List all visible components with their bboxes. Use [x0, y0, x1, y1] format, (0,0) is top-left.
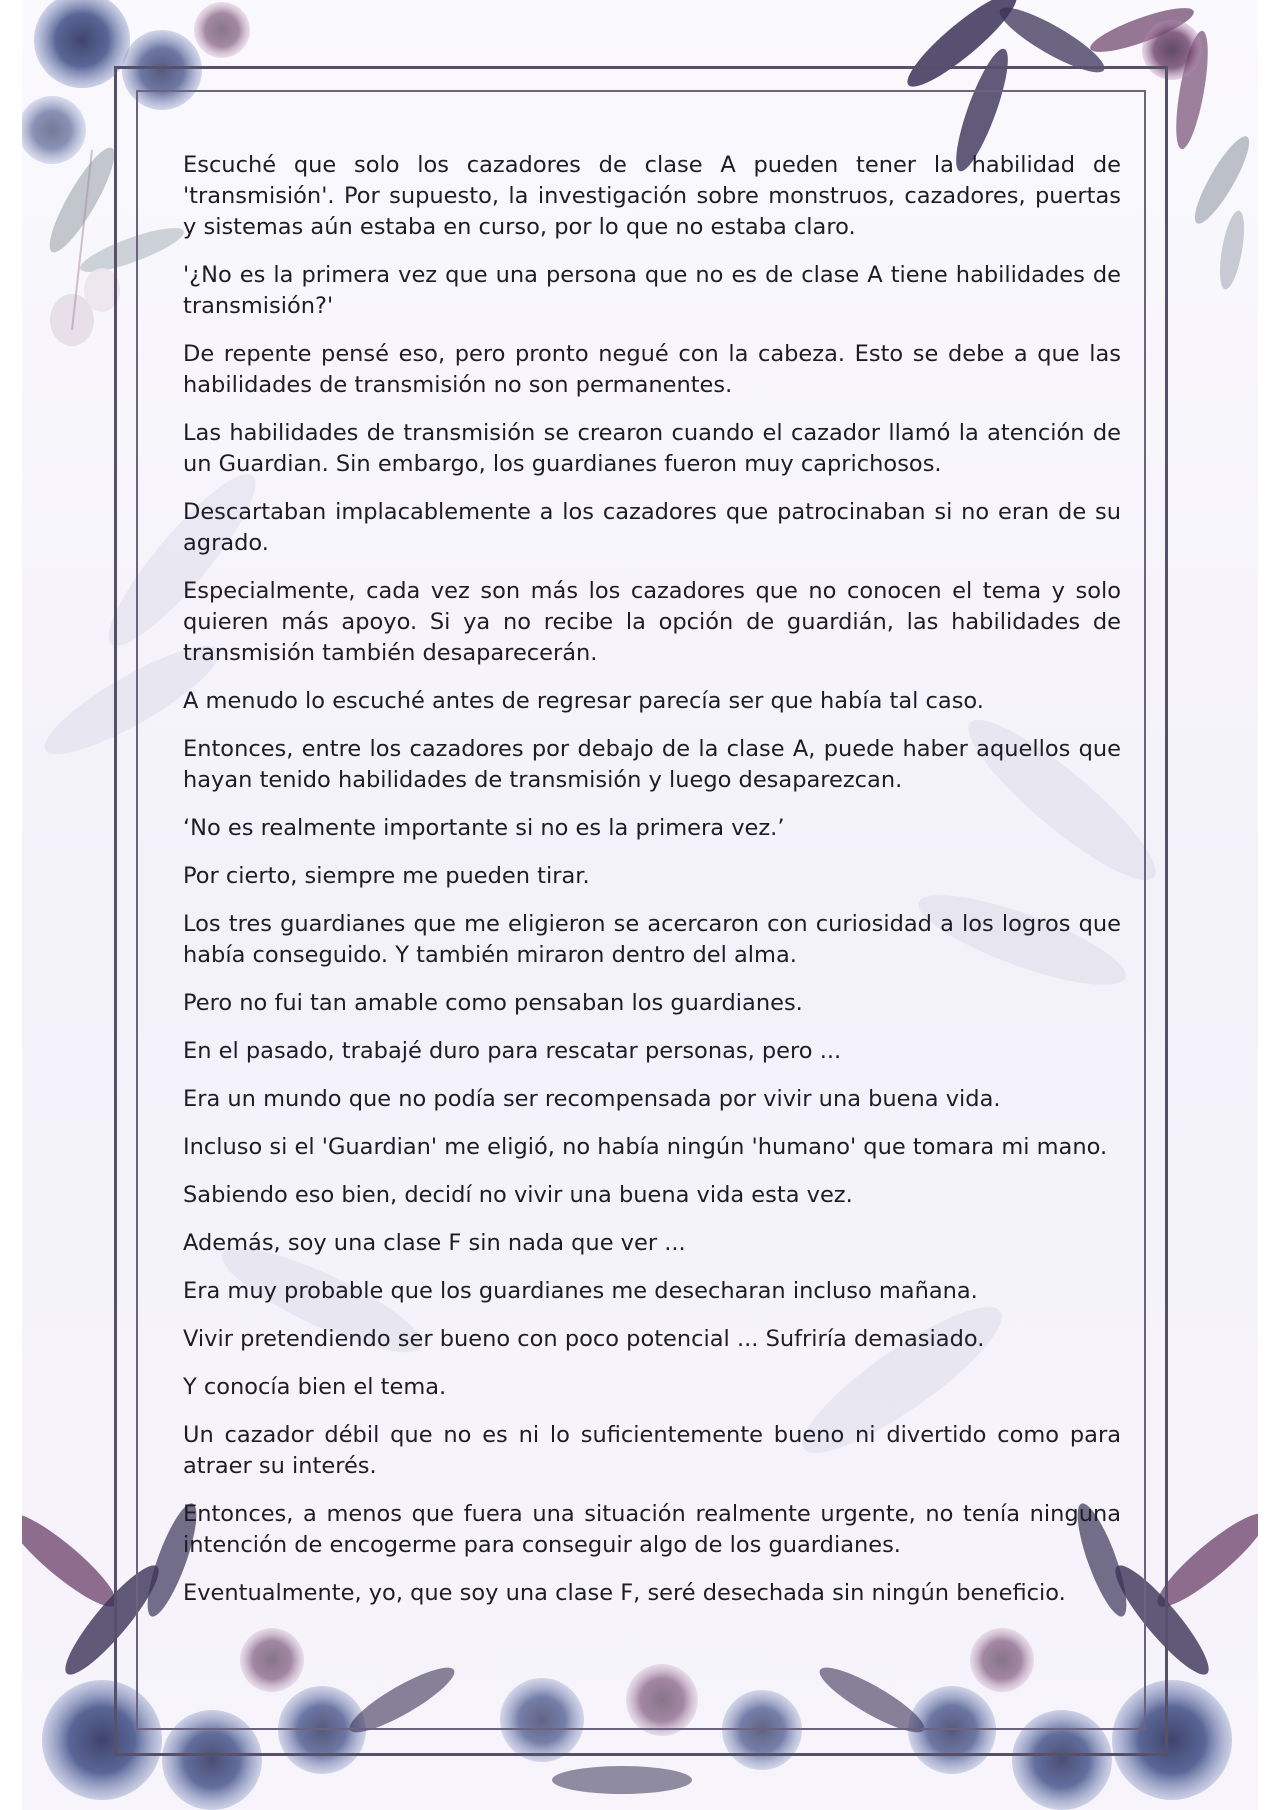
paragraph: Pero no fui tan amable como pensaban los guardianes. — [183, 990, 803, 1016]
paragraph: Además, soy una clase F sin nada que ver ... — [183, 1230, 686, 1256]
paragraph: A menudo lo escuché antes de regresar parecía ser que había tal caso. — [183, 688, 984, 714]
body-text — [183, 150, 1121, 1626]
paragraph: ‘No es realmente importante si no es la primera vez.’ — [183, 815, 785, 841]
paragraph: Un cazador débil que no es ni lo suficientemente bueno ni divertido como para atraer su interés. — [183, 1422, 1121, 1479]
paragraph: En el pasado, trabajé duro para rescatar personas, pero ... — [183, 1038, 842, 1064]
paragraph: Entonces, entre los cazadores por debajo de la clase A, puede haber aquellos que hayan tenido habilidades de transmisión y luego desaparezcan. — [183, 736, 1121, 793]
paragraph: Eventualmente, yo, que soy una clase F, seré desechada sin ningún beneficio. — [183, 1580, 1066, 1606]
paragraph: De repente pensé eso, pero pronto negué con la cabeza. Esto se debe a que las habilidades de transmisión no son permanentes. — [183, 341, 1121, 398]
paragraph: Por cierto, siempre me pueden tirar. — [183, 863, 590, 889]
paragraph: Vivir pretendiendo ser bueno con poco potencial ... Sufriría demasiado. — [183, 1326, 985, 1352]
paragraph: Incluso si el 'Guardian' me eligió, no había ningún 'humano' que tomara mi mano. — [183, 1134, 1108, 1160]
paragraph: Sabiendo eso bien, decidí no vivir una buena vida esta vez. — [183, 1182, 853, 1208]
paragraph: Las habilidades de transmisión se crearon cuando el cazador llamó la atención de un Guardian. Sin embargo, los guardianes fueron muy caprichosos. — [183, 420, 1121, 477]
paragraph: Era muy probable que los guardianes me desecharan incluso mañana. — [183, 1278, 978, 1304]
paragraph: Escuché que solo los cazadores de clase A pueden tener la habilidad de 'transmisión'. Por supuesto, la investigación sobre monstruos, cazadores, puertas y sistemas aún estaba en curso, por lo que no estaba claro. — [183, 152, 1121, 240]
paragraph: Descartaban implacablemente a los cazadores que patrocinaban si no eran de su agrado. — [183, 499, 1121, 556]
paragraph: Entonces, a menos que fuera una situación realmente urgente, no tenía ninguna intención de encogerme para conseguir algo de los guardianes. — [183, 1501, 1121, 1558]
paragraph: Y conocía bien el tema. — [183, 1374, 447, 1400]
paragraph: Especialmente, cada vez son más los cazadores que no conocen el tema y solo quieren más apoyo. Si ya no recibe la opción de guardián, las habilidades de transmisión también desaparecerán. — [183, 578, 1121, 666]
paragraph: '¿No es la primera vez que una persona que no es de clase A tiene habilidades de transmisión?' — [183, 262, 1121, 319]
paragraph: Los tres guardianes que me eligieron se acercaron con curiosidad a los logros que había conseguido. Y también miraron dentro del alma. — [183, 911, 1121, 968]
paragraph: Era un mundo que no podía ser recompensada por vivir una buena vida. — [183, 1086, 1001, 1112]
document-page — [22, 0, 1258, 1810]
